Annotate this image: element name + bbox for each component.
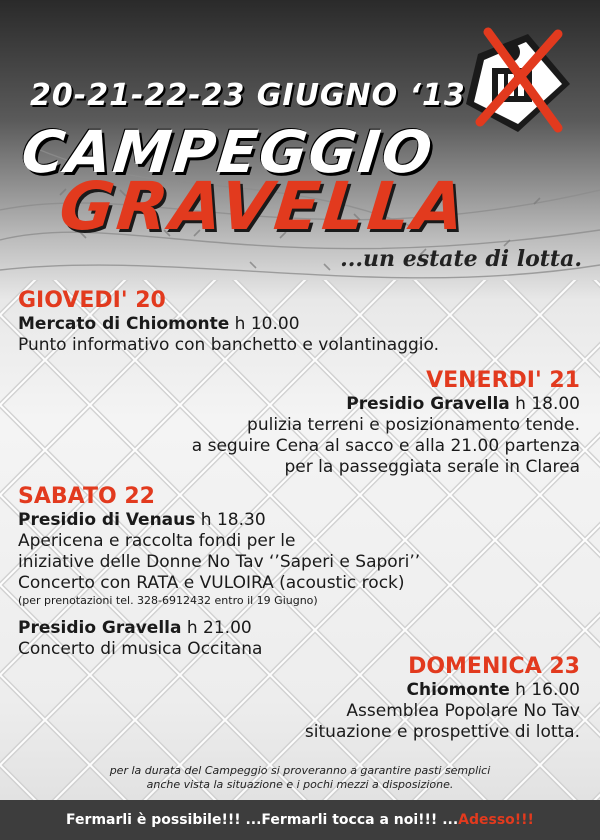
- footer-banner: [0, 800, 600, 840]
- footnote-line: per la durata del Campeggio si proveranno a garantire pasti semplici: [109, 764, 491, 777]
- booking-note: (per prenotazioni tel. 328-6912432 entro il 19 Giugno): [18, 594, 318, 607]
- title-gravella: GRAVELLA: [55, 168, 471, 245]
- day-friday: [100, 368, 580, 478]
- day-title: VENERDI' 21: [426, 368, 580, 393]
- event-place: Presidio Gravella: [346, 394, 510, 414]
- footer-slogan-highlight: Adesso!!!: [458, 812, 534, 828]
- event-description: a seguire Cena al sacco e alla 21.00 partenza: [191, 436, 580, 456]
- event-time: h 18.30: [195, 510, 266, 530]
- event-description: situazione e prospettive di lotta.: [304, 722, 580, 742]
- day-saturday: [18, 484, 578, 660]
- event-place: Chiomonte: [406, 680, 510, 700]
- day-thursday: [18, 288, 578, 356]
- event-time: h 16.00: [509, 680, 580, 700]
- event-line: [100, 394, 580, 415]
- event-place: Mercato di Chiomonte: [18, 314, 230, 334]
- day-title: SABATO 22: [18, 484, 155, 509]
- event-line: [18, 510, 578, 531]
- event-time: h 18.00: [509, 394, 580, 414]
- no-tav-train-logo-icon: [458, 24, 576, 136]
- event-line: [100, 680, 580, 701]
- title-campeggio: CAMPEGGIO: [18, 118, 437, 186]
- event-description: Concerto con RATA e VULOIRA (acoustic rock): [18, 573, 405, 593]
- event-description: pulizia terreni e posizionamento tende.: [247, 415, 580, 435]
- event-description: Assemblea Popolare No Tav: [346, 701, 580, 721]
- event-time: h 21.00: [181, 618, 252, 638]
- footnote-line: anche vista la situazione e i pochi mezzi a disposizione.: [146, 778, 454, 791]
- event-line: [18, 618, 578, 639]
- event-time: h 10.00: [229, 314, 300, 334]
- event-dates: 20-21-22-23 GIUGNO ‘13: [30, 78, 466, 113]
- day-sunday: [100, 654, 580, 743]
- meals-footnote: [70, 764, 530, 792]
- day-title: DOMENICA 23: [408, 654, 580, 679]
- tagline: ...un estate di lotta.: [340, 246, 582, 272]
- event-place: Presidio Gravella: [18, 618, 182, 638]
- footer-slogan: Fermarli è possibile!!! ...Fermarli tocca a noi!!! ...: [66, 812, 459, 828]
- event-line: [18, 314, 578, 335]
- event-description: iniziative delle Donne No Tav ‘’Saperi e Sapori’’: [18, 552, 421, 572]
- event-description: Punto informativo con banchetto e volantinaggio.: [18, 335, 440, 355]
- event-description: Concerto di musica Occitana: [18, 639, 263, 659]
- day-title: GIOVEDI' 20: [18, 288, 166, 313]
- event-place: Presidio di Venaus: [18, 510, 196, 530]
- event-description: Apericena e raccolta fondi per le: [18, 531, 296, 551]
- event-description: per la passeggiata serale in Clarea: [284, 457, 580, 477]
